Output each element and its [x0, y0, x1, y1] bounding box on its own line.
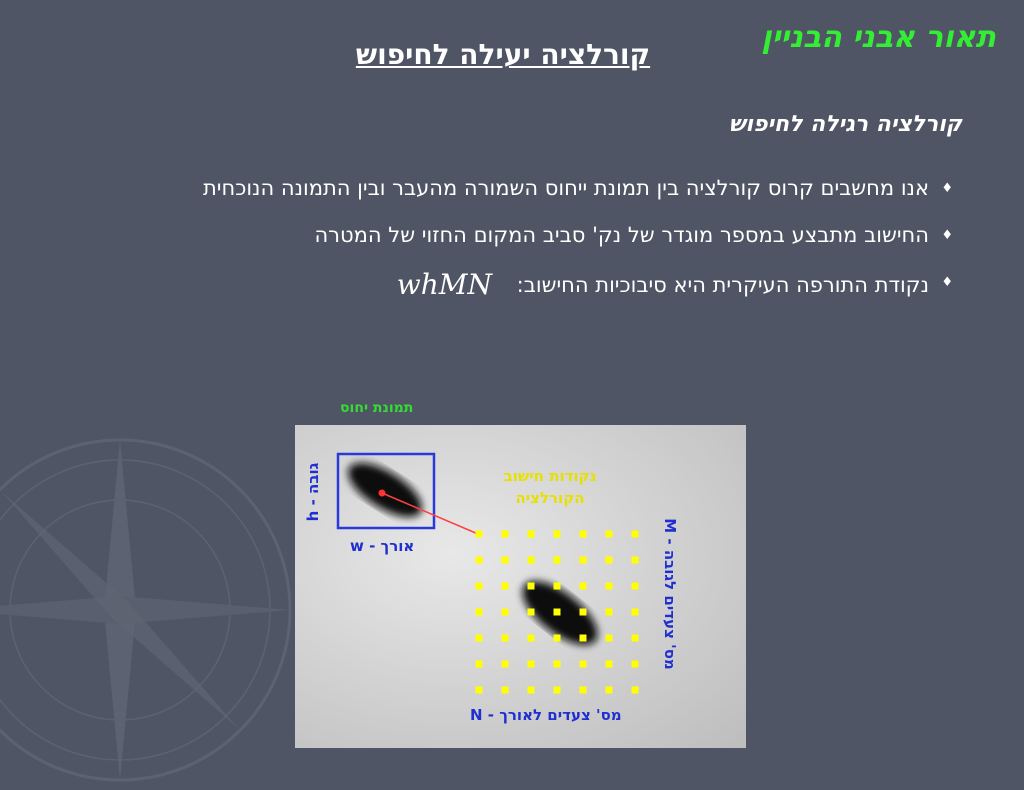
section-tag: תאור אבני הבניין	[761, 20, 996, 55]
grid-point	[606, 635, 613, 642]
n-steps-label: מס' צעדים לאורך - N	[470, 706, 622, 724]
grid-point	[606, 609, 613, 616]
m-steps-label: מס' צעדים לגובה - M	[661, 518, 679, 670]
grid-point	[554, 609, 561, 616]
grid-point	[502, 635, 509, 642]
grid-point	[554, 531, 561, 538]
grid-point	[528, 635, 535, 642]
grid-point	[476, 661, 483, 668]
grid-point	[528, 583, 535, 590]
grid-point	[632, 661, 639, 668]
grid-point	[476, 687, 483, 694]
grid-point	[632, 583, 639, 590]
grid-point	[580, 557, 587, 564]
grid-point	[554, 661, 561, 668]
grid-point	[580, 687, 587, 694]
grid-point	[580, 609, 587, 616]
complexity-formula: whMN	[396, 268, 492, 301]
grid-point	[554, 687, 561, 694]
grid-point	[632, 557, 639, 564]
correlation-grid	[476, 531, 639, 694]
bullet-icon: ♦	[941, 181, 953, 196]
grid-point	[502, 531, 509, 538]
grid-point	[476, 583, 483, 590]
grid-point	[502, 609, 509, 616]
height-label: גובה - h	[304, 462, 322, 522]
grid-point	[502, 687, 509, 694]
points-label	[491, 465, 609, 509]
grid-point	[554, 557, 561, 564]
grid-point	[580, 635, 587, 642]
grid-point	[476, 531, 483, 538]
grid-point	[554, 635, 561, 642]
grid-point	[606, 583, 613, 590]
grid-point	[502, 661, 509, 668]
bullet-text: החישוב מתבצע במספר מוגדר של נק' סביב המקום החזוי של המטרה	[314, 223, 929, 247]
bullet-text: נקודת התורפה העיקרית היא סיבוכיות החישוב:	[516, 273, 929, 297]
grid-point	[606, 687, 613, 694]
bullet-list	[119, 172, 953, 316]
reference-image-label: תמונת יחוס	[340, 400, 414, 416]
bullet-item	[119, 172, 953, 205]
width-label: אורך - w	[350, 537, 415, 555]
grid-point	[606, 661, 613, 668]
correlation-figure	[295, 425, 746, 748]
bullet-item	[119, 219, 953, 252]
grid-point	[632, 531, 639, 538]
grid-point	[502, 557, 509, 564]
bullet-item	[119, 266, 953, 302]
grid-point	[580, 583, 587, 590]
grid-point	[502, 583, 509, 590]
reference-car	[340, 452, 430, 527]
page-title: קורלציה יעילה לחיפוש	[355, 38, 651, 71]
grid-point	[476, 609, 483, 616]
grid-point	[606, 557, 613, 564]
bullet-text: אנו מחשבים קרוס קורלציה בין תמונת ייחוס השמורה מהעבר ובין התמונה הנוכחית	[203, 176, 929, 200]
bullet-icon: ♦	[941, 275, 953, 290]
grid-point	[580, 531, 587, 538]
subtitle: קורלציה רגילה לחיפוש	[729, 112, 962, 137]
grid-point	[554, 583, 561, 590]
grid-point	[632, 609, 639, 616]
grid-point	[606, 531, 613, 538]
grid-point	[632, 687, 639, 694]
grid-point	[476, 635, 483, 642]
grid-point	[528, 687, 535, 694]
grid-point	[632, 635, 639, 642]
grid-point	[580, 661, 587, 668]
grid-point	[528, 609, 535, 616]
grid-point	[528, 661, 535, 668]
bullet-icon: ♦	[941, 228, 953, 243]
points-label-line1: נקודות חישוב	[503, 467, 597, 485]
grid-point	[476, 557, 483, 564]
compass-watermark-icon	[0, 430, 300, 790]
grid-point	[528, 531, 535, 538]
points-label-line2: הקורלציה	[515, 489, 585, 507]
grid-point	[528, 557, 535, 564]
